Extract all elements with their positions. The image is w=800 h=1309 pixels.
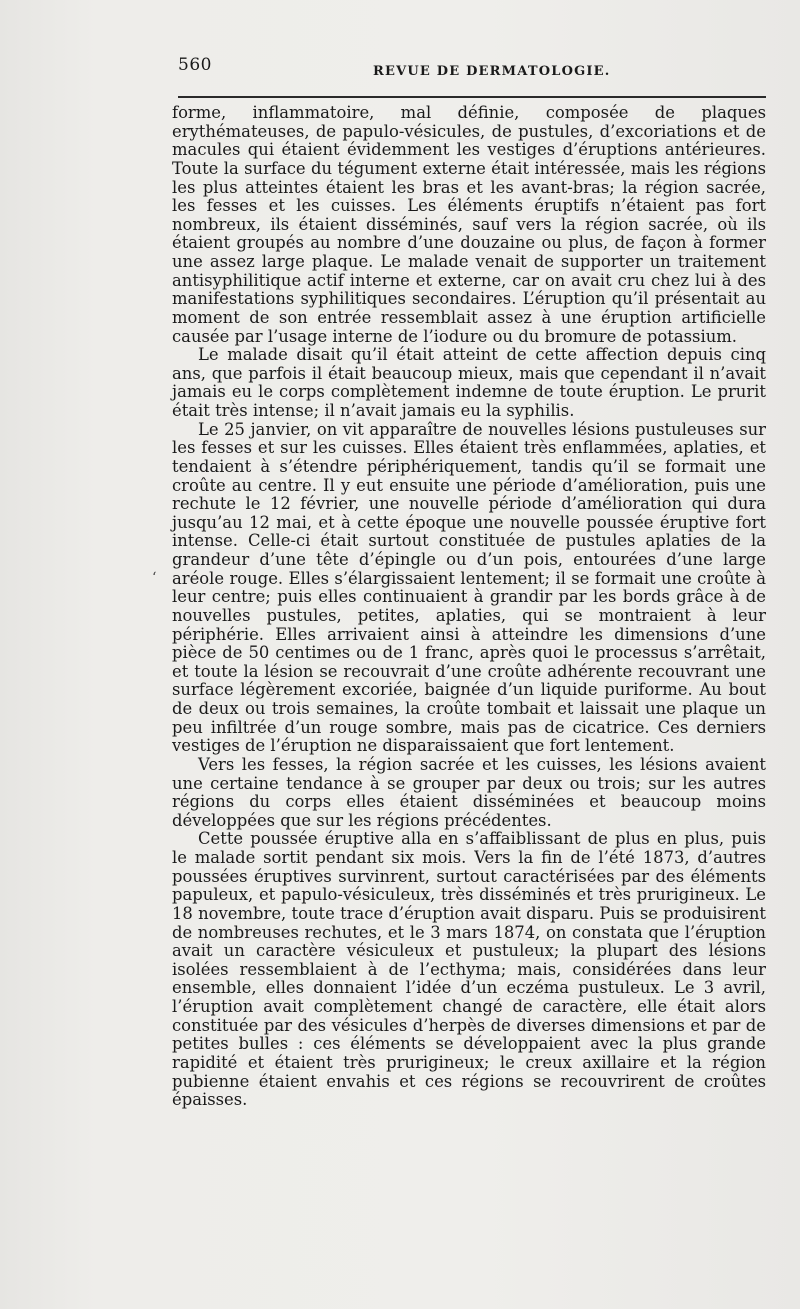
paragraph-4: Vers les fesses, la région sacrée et les cuisses, les lésions avaient une certaine tendance à se grouper par deux ou trois; sur les autres régions du corps elles étaient disséminées et beaucoup moins développées que sur les régions précédentes. [172,754,766,830]
paragraph-2: Le malade disait qu’il était atteint de cette affection depuis cinq ans, que parfois il était beaucoup mieux, mais que cependant il n’avait jamais eu le corps complètement indemne de toute éruption. Le prurit était très intense; il n’avait jamais eu la syphilis. [172,345,766,420]
running-title: REVUE DE DERMATOLOGIE. [373,64,611,79]
paragraph-1: forme, inflammatoire, mal définie, composée de plaques erythémateuses, de papulo-vésicules, de pustules, d’excoriations et de macules qui étaient évidemment les vestiges d’éruptions antérieures. Toute la surface du tégument externe était intéressée, mais les régions les plus atteintes étaient les bras et les avant-bras; la région sacrée, les fesses et les cuisses. Les éléments éruptifs n’étaient pas fort nombreux, ils étaient disséminés, sauf vers la région sacrée, où ils étaient groupés au nombre d’une douzaine ou plus, de façon à former une assez large plaque. Le malade venait de supporter un traitement antisyphilitique actif interne et externe, car on avait cru chez lui à des manifestations syphilitiques secondaires. L’éruption qu’il présentait au moment de son entrée ressemblait assez à une éruption artificielle causée par l’usage interne de l’iodure ou du bromure de potassium. [172,103,766,346]
page-header [178,55,766,87]
paragraph-5: Cette poussée éruptive alla en s’affaiblissant de plus en plus, puis le malade sortit pendant six mois. Vers la fin de l’été 1873, d’autres poussées éruptives survinrent, surtout caractérisées par des éléments papuleux, et papulo-vésiculeux, très disséminés et très prurigineux. Le 18 novembre, toute trace d’éruption avait disparu. Puis se produisirent de nombreuses rechutes, et le 3 mars 1874, on constata que l’éruption avait un caractère vésiculeux et pustuleux; la plupart des lésions isolées ressemblaient à de l’ecthyma; mais, considérées dans leur ensemble, elles donnaient l’idée d’un eczéma pustuleux. Le 3 avril, l’éruption avait complètement changé de caractère, elle était alors constituée par des vésicules d’herpès de diverses dimensions et par de petites bulles : ces éléments se développaient avec la plus grande rapidité et étaient très prurigineux; le creux axillaire et la région pubienne étaient envahis et ces régions se recouvrirent de croûtes épaisses. [172,829,766,1110]
body-text [172,104,766,1110]
page-number: 560 [178,55,212,75]
header-rule [178,96,766,98]
margin-mark: ‘ [152,570,157,586]
paragraph-3: Le 25 janvier, on vit apparaître de nouvelles lésions pustuleuses sur les fesses et sur les cuisses. Elles étaient très enflammées, aplaties, et tendaient à s’étendre périphériquement, tandis qu’il se formait une croûte au centre. Il y eut ensuite une période d’amélioration, puis une rechute le 12 février, une nouvelle période d’amélioration qui dura jusqu’au 12 mai, et à cette époque une nouvelle poussée éruptive fort intense. Celle-ci était surtout constituée de pustules aplaties de la grandeur d’une tête d’épingle ou d’un pois, entourées d’une large aréole rouge. Elles s’élargissaient lentement; il se formait une croûte à leur centre; puis elles continuaient à grandir par les bords grâce à de nouvelles pustules, petites, aplaties, qui se montraient à leur périphérie. Elles arrivaient ainsi à atteindre les dimensions d’une pièce de 50 centimes ou de 1 franc, après quoi le processus s’arrêtait, et toute la lésion se recouvrait d’une croûte adhérente recouvrant une surface légèrement excoriée, baignée d’un liquide puriforme. Au bout de deux ou trois semaines, la croûte tombait et laissait une plaque un peu infiltrée d’un rouge sombre, mais pas de cicatrice. Ces derniers vestiges de l’éruption ne disparaissaient que fort lentement. [172,419,766,756]
